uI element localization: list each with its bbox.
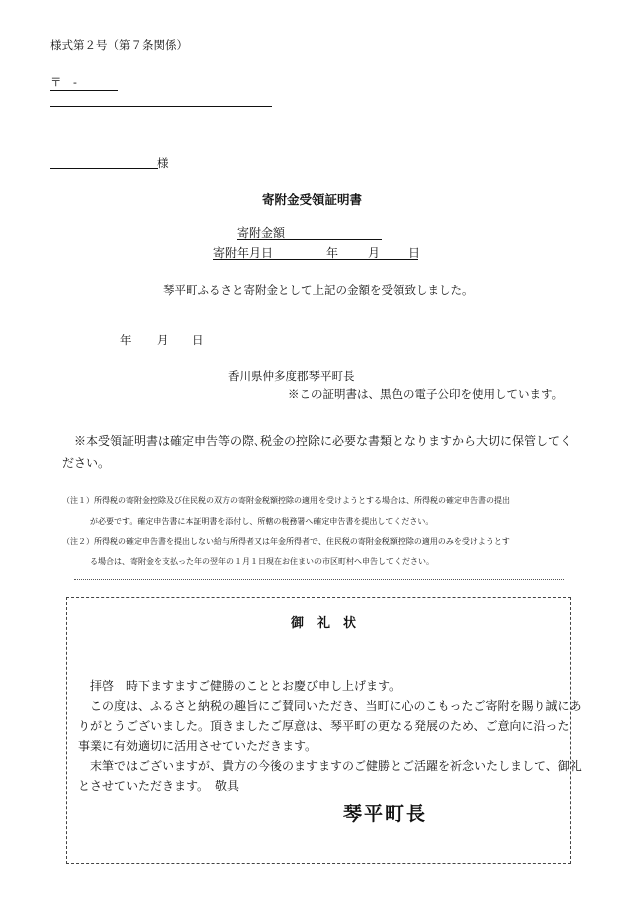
letter-line-6: とさせていただきます。 敬具 (78, 779, 240, 793)
address-line (50, 106, 272, 107)
amount-line (237, 239, 382, 240)
donation-date-line (213, 259, 418, 260)
donation-month-label: 月 (368, 246, 381, 260)
note-2-line-2: る場合は、寄附金を支払った年の翌年の１月１日現在お住まいの市区町村へ申告してください。 (90, 557, 434, 566)
issuer: 香川県仲多度郡琴平町長 (228, 369, 355, 383)
donation-day-label: 日 (408, 246, 421, 260)
notice-line-2: ださい。 (62, 456, 111, 470)
issue-month-label: 月 (157, 333, 169, 347)
letter-title: 御 礼 状 (291, 616, 357, 631)
mayor-signature: 琴平町長 (343, 803, 428, 825)
letter-line-3: りがとうございました。頂きましたご厚意は、琴平町の更なる発展のため、ご意向に沿った (78, 719, 570, 733)
notice-line-1: ※本受領証明書は確定申告等の際､税金の控除に必要な書類となりますから大切に保管してく (74, 434, 573, 448)
postal-code: 〒 - (50, 74, 118, 91)
note-1-line-1: （注１）所得税の寄附金控除及び住民税の双方の寄附金税額控除の適用を受けようとする場合は、所得税の確定申告書の提出 (62, 496, 510, 505)
letter-line-4: 事業に有効適切に活用させていただきます。 (78, 739, 318, 753)
issue-year-label: 年 (120, 333, 132, 347)
receipt-statement: 琴平町ふるさと寄附金として上記の金額を受領致しました。 (163, 283, 474, 297)
recipient-suffix: 様 (157, 156, 169, 170)
form-number: 様式第２号（第７条関係） (50, 38, 188, 52)
letter-line-1: 拝啓 時下ますますご健勝のこととお慶び申し上げます。 (90, 679, 402, 693)
letter-line-5: 末筆ではございますが、貴方の今後のますますのご健勝とご活躍を祈念いたしまして、御礼 (90, 759, 582, 773)
certificate-title: 寄附金受領証明書 (262, 192, 363, 207)
issue-day-label: 日 (192, 333, 204, 347)
amount-label: 寄附金額 (237, 226, 286, 240)
cut-line (74, 579, 564, 580)
letter-line-2: この度は、ふるさと納税の趣旨にご賛同いただき、当町に心のこもったご寄附を賜り誠にあ (90, 699, 582, 713)
note-1-line-2: が必要です。確定申告書に本証明書を添付し、所轄の税務署へ確定申告書を提出してください。 (90, 517, 434, 526)
seal-note: ※この証明書は、黒色の電子公印を使用しています。 (288, 387, 564, 401)
note-2-line-1: （注２）所得税の確定申告書を提出しない給与所得者又は年金所得者で、住民税の寄附金税額控除の適用のみを受けようとす (62, 537, 510, 546)
donation-year-label: 年 (326, 246, 339, 260)
recipient-name-line (50, 168, 158, 169)
donation-date-label: 寄附年月日 (213, 246, 274, 260)
